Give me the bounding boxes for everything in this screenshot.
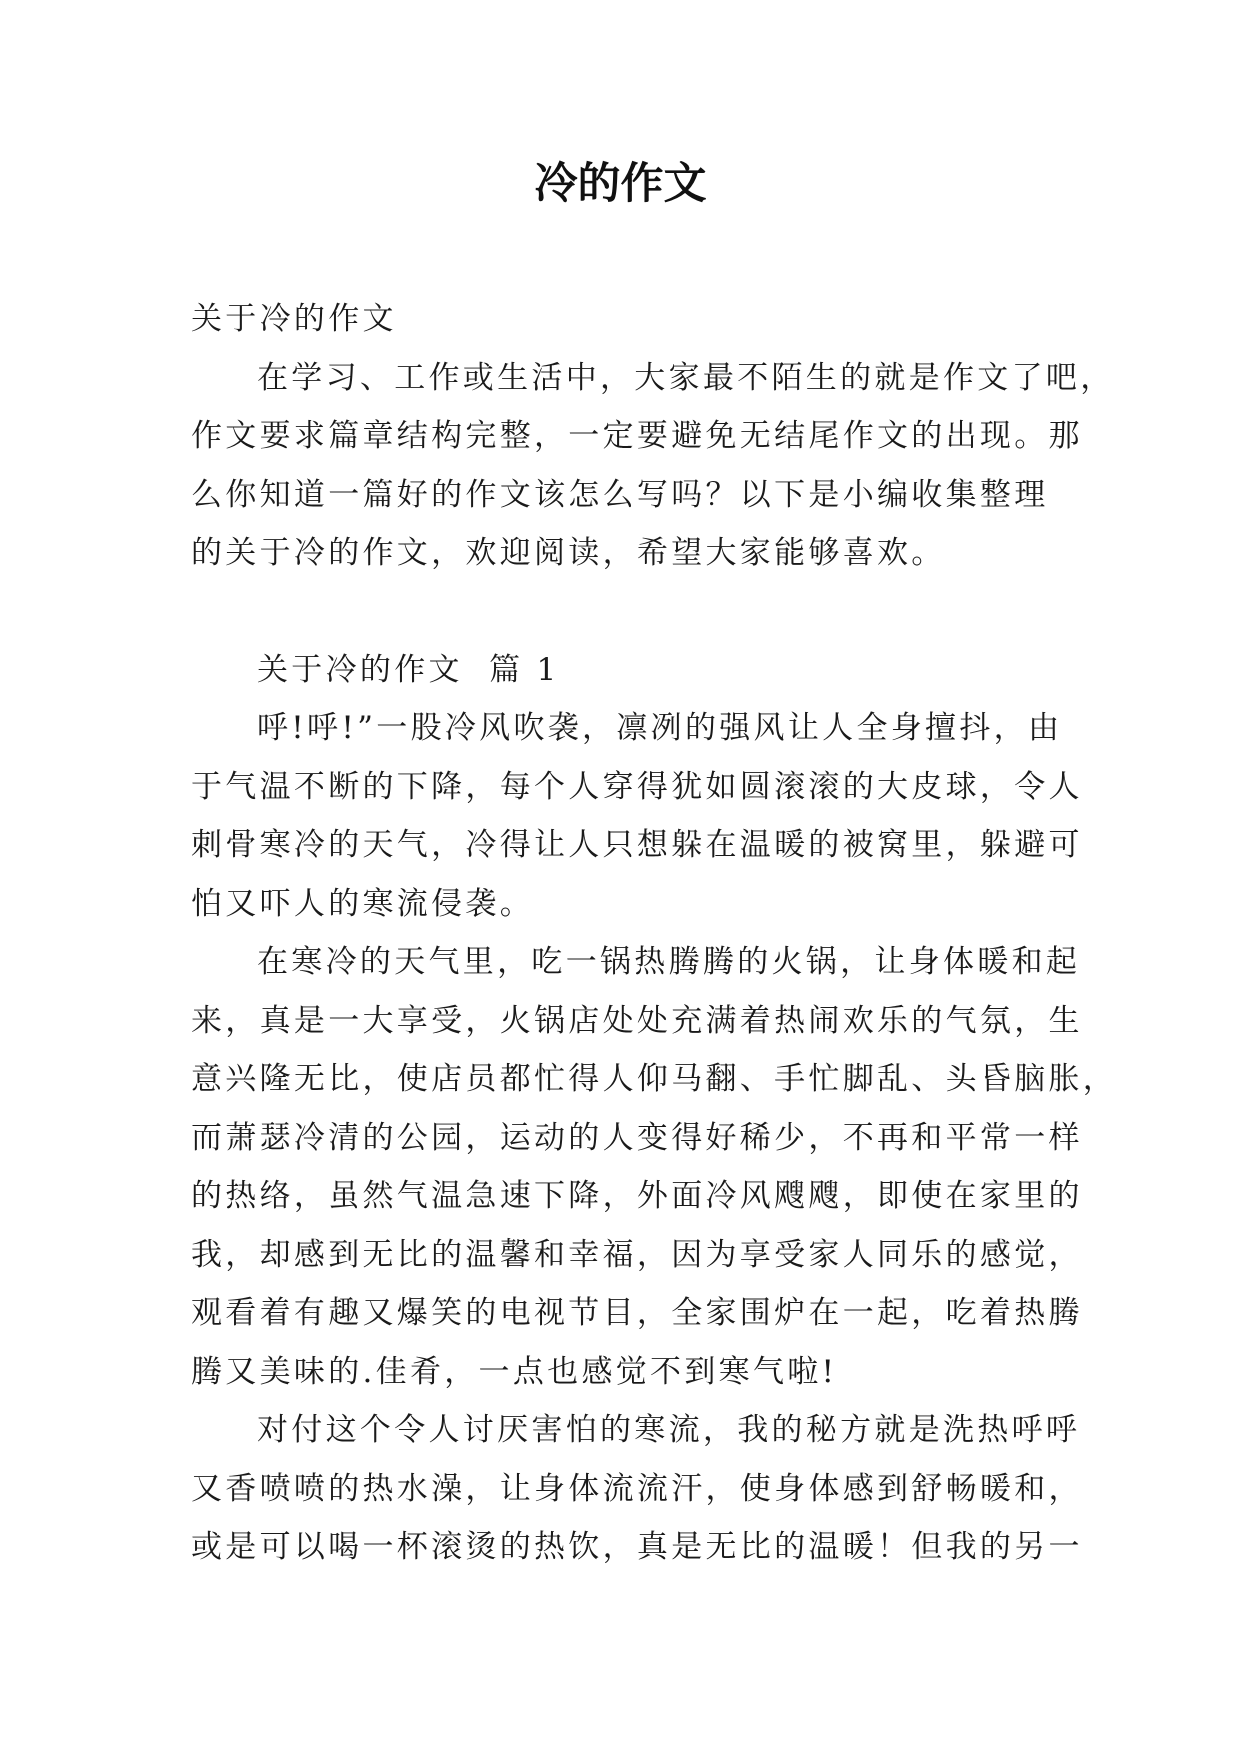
text-line: 或是可以喝一杯滚烫的热饮，真是无比的温暖！但我的另一 <box>191 1529 1083 1565</box>
paragraph-3 <box>191 1401 1083 1577</box>
text-line: 刺骨寒冷的天气，冷得让人只想躲在温暖的被窝里，躲避可 <box>191 827 1083 863</box>
text-line: 么你知道一篇好的作文该怎么写吗？以下是小编收集整理 <box>191 476 1049 513</box>
text-line: 意兴隆无比，使店员都忙得人仰马翻、手忙脚乱、头昏脑胀， <box>191 1061 1118 1097</box>
text-line: 而萧瑟冷清的公园，运动的人变得好稀少，不再和平常一样 <box>191 1119 1083 1156</box>
paragraph-gap <box>191 583 1061 641</box>
text-line: 又香喷喷的热水澡，让身体流流汗，使身体感到舒畅暖和， <box>191 1470 1083 1507</box>
text-line: 来，真是一大享受，火锅店处处充满着热闹欢乐的气氛，生 <box>191 1002 1083 1039</box>
paragraph-1 <box>191 699 1083 933</box>
intro-paragraph <box>191 349 1115 583</box>
text-line: 于气温不断的下降，每个人穿得犹如圆滚滚的大皮球，令人 <box>191 768 1083 805</box>
intro-heading: 关于冷的作文 <box>191 301 397 337</box>
text-line: 在学习、工作或生活中，大家最不陌生的就是作文了吧， <box>257 359 1115 396</box>
text-line: 的热络，虽然气温急速下降，外面冷风飕飕，即使在家里的 <box>191 1178 1083 1214</box>
section-heading: 关于冷的作文 篇 1 <box>257 651 560 688</box>
document-body <box>191 290 1118 1577</box>
paragraph-2 <box>191 933 1118 1401</box>
text-line: 呼!呼!”一股冷风吹袭，凛冽的强风让人全身擅抖，由 <box>257 710 1063 746</box>
document-title: 冷的作文 <box>534 159 707 209</box>
text-line: 腾又美味的.佳肴，一点也感觉不到寒气啦! <box>191 1353 838 1390</box>
text-line: 对付这个令人讨厌害怕的寒流，我的秘方就是洗热呼呼 <box>257 1412 1081 1448</box>
text-line: 的关于冷的作文，欢迎阅读，希望大家能够喜欢。 <box>191 535 946 571</box>
text-line: 作文要求篇章结构完整，一定要避免无结尾作文的出现。那 <box>191 418 1083 454</box>
text-line: 观看着有趣又爆笑的电视节目，全家围炉在一起，吃着热腾 <box>191 1295 1083 1331</box>
text-line: 在寒冷的天气里，吃一锅热腾腾的火锅，让身体暖和起 <box>257 944 1081 980</box>
text-line: 我，却感到无比的温馨和幸福，因为享受家人同乐的感觉， <box>191 1236 1083 1273</box>
text-line: 怕又吓人的寒流侵袭。 <box>191 885 534 922</box>
